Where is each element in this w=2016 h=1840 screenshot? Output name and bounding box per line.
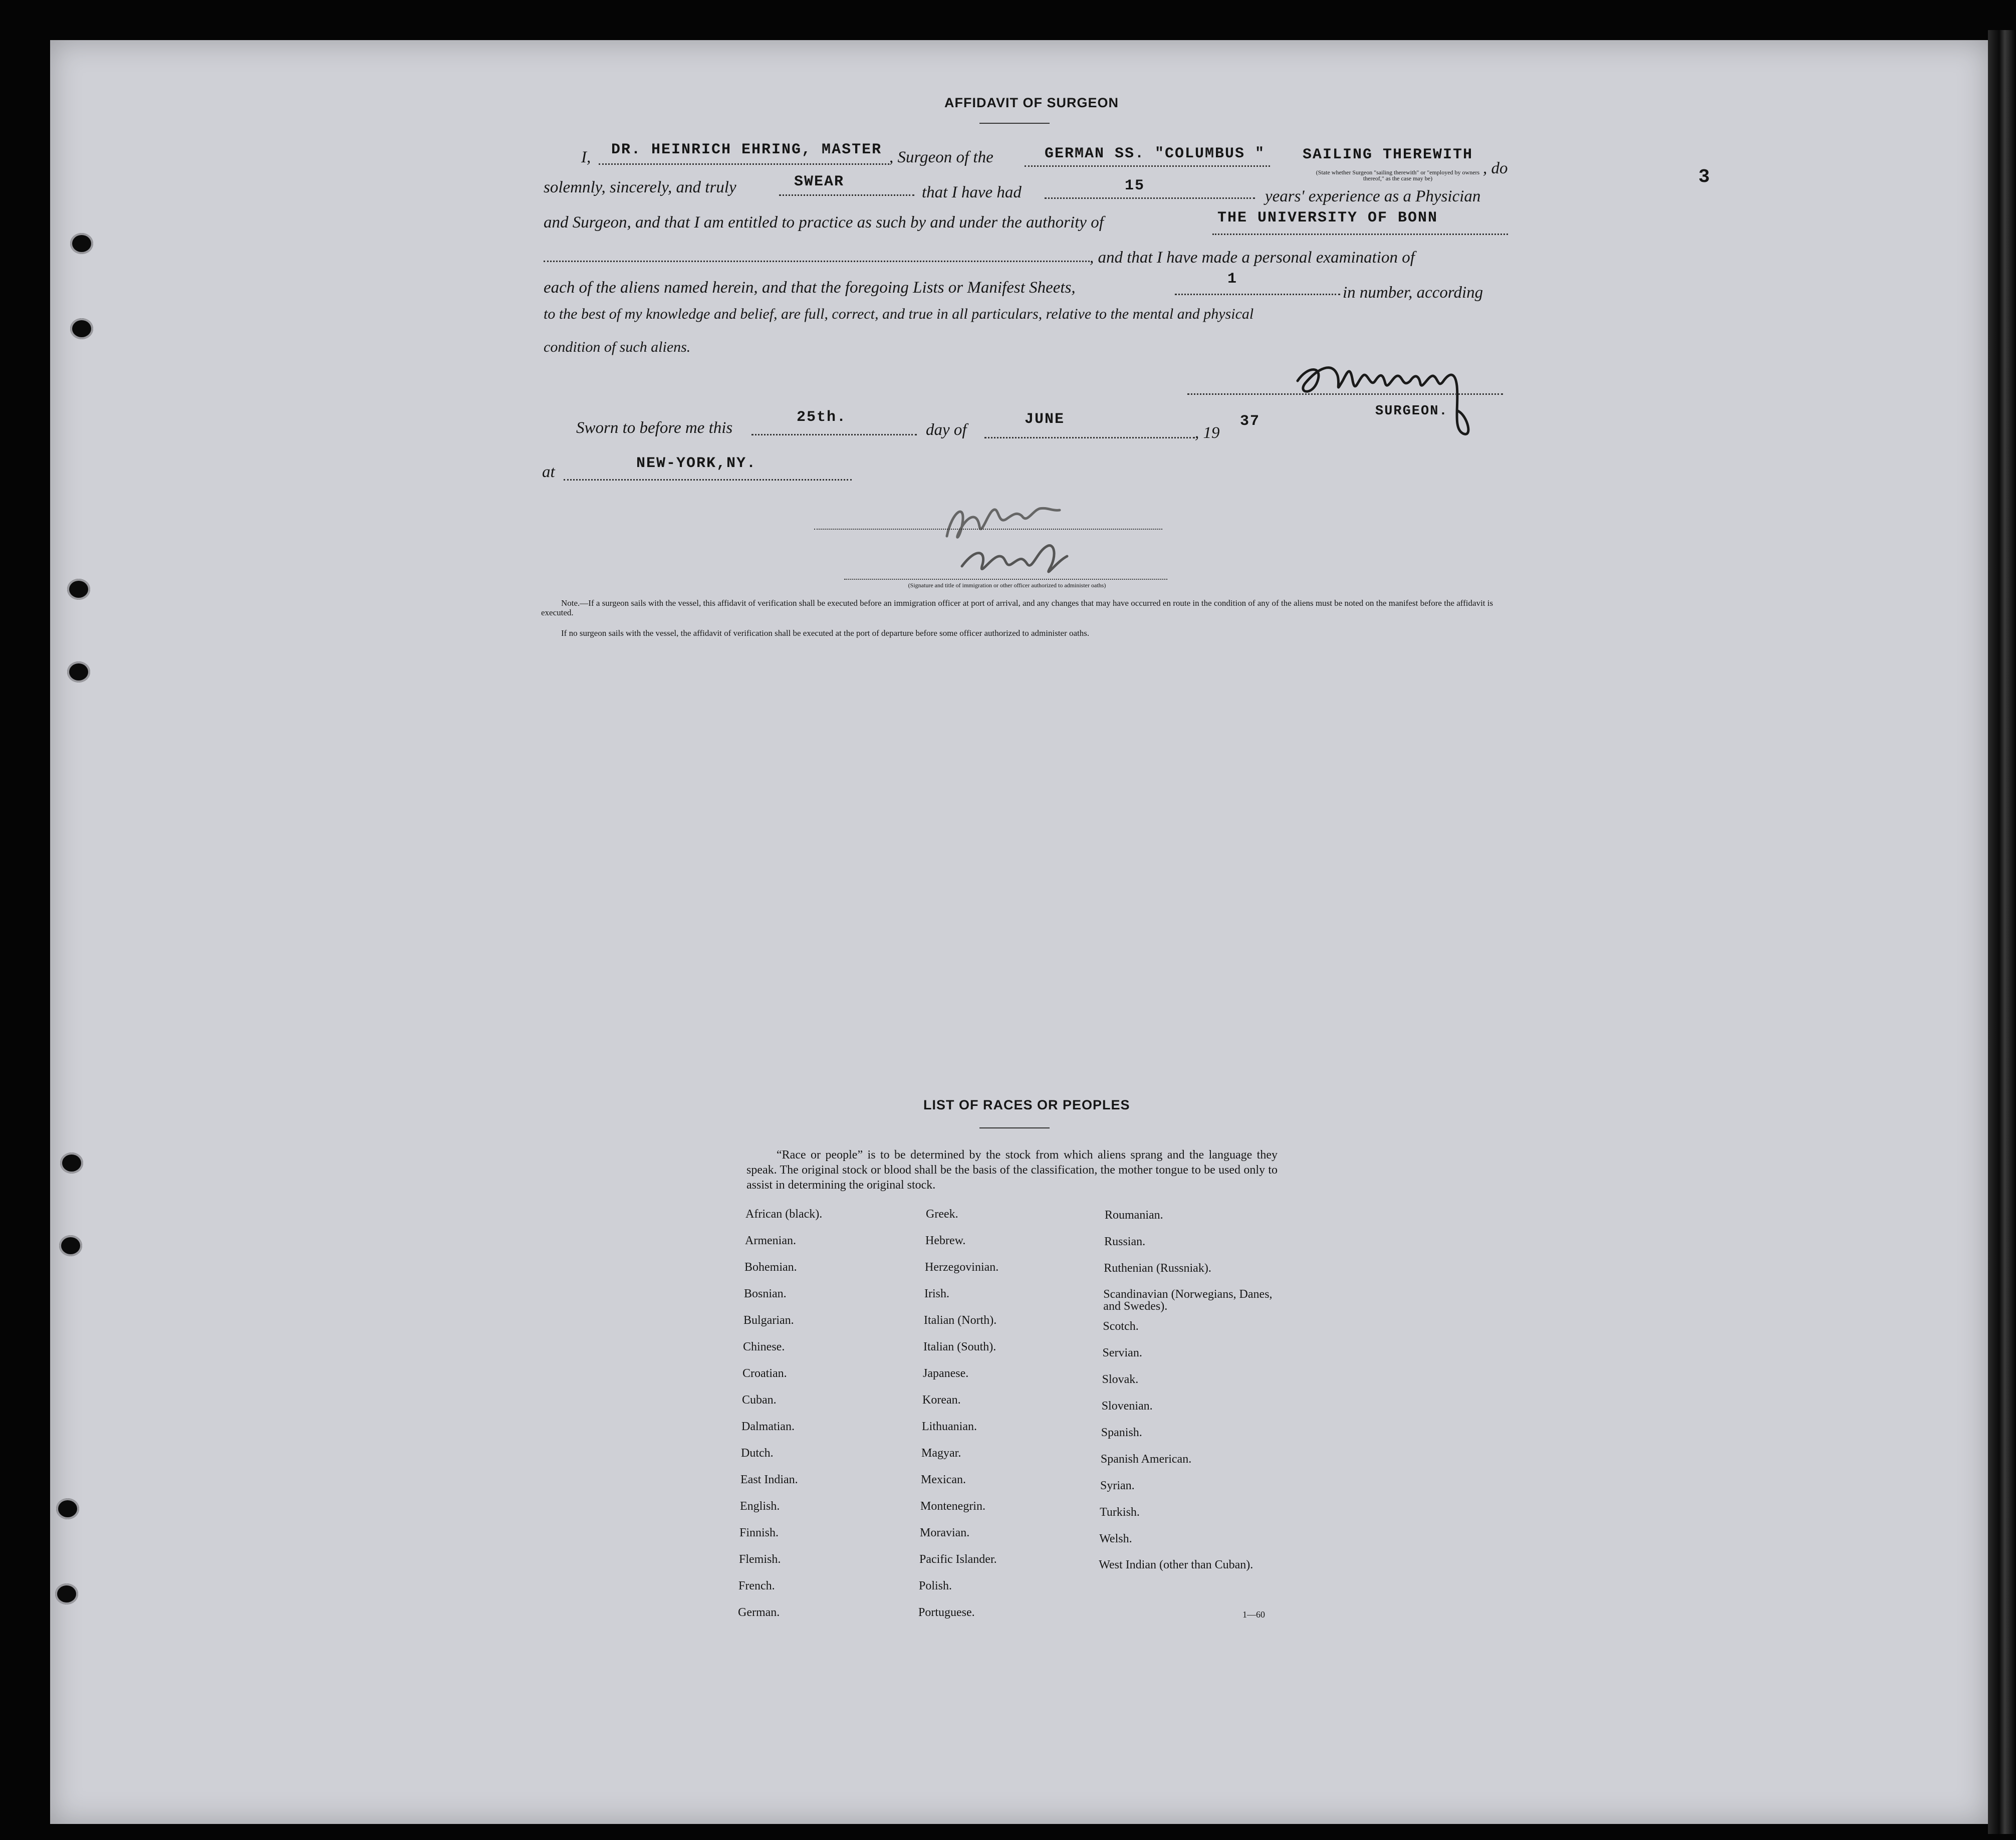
- races-intro: “Race or people” is to be determined by the stock from which aliens sprang and the language they speak. The original stock or blood shall be the basis of the classification, the mother tongue to be used only to assist in determining the original stock.: [746, 1148, 1278, 1192]
- surgeon-label: SURGEON.: [1375, 404, 1448, 419]
- race-item: African (black).: [745, 1208, 823, 1221]
- years-experience: 15: [1125, 177, 1145, 194]
- race-item: Croatian.: [742, 1367, 787, 1380]
- race-item: Spanish American.: [1100, 1453, 1192, 1466]
- race-item: Italian (North).: [924, 1314, 997, 1327]
- race-item: German.: [738, 1606, 780, 1619]
- race-item: Greek.: [926, 1208, 958, 1221]
- binder-hole: [70, 318, 93, 339]
- surgeon-status: SAILING THEREWITH: [1303, 146, 1473, 163]
- race-item: Slovenian.: [1101, 1400, 1153, 1413]
- binder-hole: [67, 579, 90, 600]
- binder-hole: [55, 1583, 78, 1604]
- page-edge: [1988, 30, 2016, 1834]
- officer-signature: [937, 481, 1157, 594]
- status-note: (State whether Surgeon "sailing therewith" or "employed by owners thereof," as the case may be): [1316, 169, 1480, 182]
- race-item: Korean.: [922, 1394, 961, 1407]
- races-title: LIST OF RACES OR PEOPLES: [923, 1097, 1130, 1112]
- race-item: Finnish.: [739, 1526, 779, 1539]
- title-rule: [979, 1127, 1050, 1128]
- text-surgeon-of: , Surgeon of the: [889, 148, 993, 166]
- race-item: Dalmatian.: [741, 1420, 795, 1433]
- rule: [1175, 294, 1340, 295]
- race-item: Moravian.: [920, 1526, 970, 1539]
- officer-caption: (Signature and title of immigration or other officer authorized to administer oaths): [908, 582, 1106, 589]
- race-item: Herzegovinian.: [925, 1261, 999, 1274]
- race-item: Bosnian.: [744, 1287, 787, 1300]
- surgeon-name: DR. HEINRICH EHRING, MASTER: [611, 141, 882, 158]
- sworn-day: 25th.: [797, 409, 847, 426]
- rule: [599, 163, 889, 165]
- rule: [779, 194, 914, 196]
- race-item: Magyar.: [921, 1447, 961, 1460]
- note-2: If no surgeon sails with the vessel, the affidavit of verification shall be executed at the port of departure before some officer authorized to administer oaths.: [561, 628, 1090, 638]
- binder-hole: [60, 1153, 83, 1174]
- text-day-of: day of: [926, 421, 967, 439]
- race-item: Slovak.: [1102, 1373, 1139, 1386]
- text-years-experience: years' experience as a Physician: [1265, 187, 1481, 205]
- race-item: Turkish.: [1100, 1506, 1140, 1519]
- text-sworn: Sworn to before me this: [576, 419, 733, 437]
- text-i: I,: [581, 148, 591, 166]
- race-item: Polish.: [919, 1579, 952, 1592]
- rule: [1212, 234, 1508, 235]
- race-item: Portuguese.: [918, 1606, 975, 1619]
- sworn-year: 37: [1240, 413, 1261, 430]
- text-each-of: each of the aliens named herein, and that the foregoing Lists or Manifest Sheets,: [544, 279, 1076, 297]
- race-item: Bohemian.: [744, 1261, 797, 1274]
- race-item: Pacific Islander.: [919, 1553, 997, 1566]
- race-item: Mexican.: [921, 1473, 966, 1486]
- text-condition: condition of such aliens.: [544, 339, 691, 355]
- race-item: Syrian.: [1100, 1479, 1135, 1492]
- race-item: Servian.: [1102, 1346, 1142, 1359]
- rule: [984, 437, 1195, 438]
- licensing-authority: THE UNIVERSITY OF BONN: [1217, 209, 1438, 226]
- race-item: Chinese.: [743, 1340, 785, 1353]
- race-item: East Indian.: [740, 1473, 798, 1486]
- text-that-i-have-had: that I have had: [922, 183, 1022, 201]
- vessel-name: GERMAN SS. "COLUMBUS ": [1045, 145, 1266, 162]
- race-item: Scotch.: [1103, 1320, 1139, 1333]
- binder-hole: [70, 233, 93, 254]
- affidavit-title: AFFIDAVIT OF SURGEON: [944, 95, 1119, 110]
- race-item: Scandinavian (Norwegians, Danes, and Swedes).: [1103, 1288, 1273, 1313]
- manifest-sheets-count: 1: [1227, 271, 1238, 288]
- note-1: Note.—If a surgeon sails with the vessel, this affidavit of verification shall be executed before an immigration officer at port of arrival, and any changes that may have occurred en route in the condition of any of the aliens must be noted on the manifest before the affidavit is executed.: [541, 598, 1493, 617]
- sworn-month: JUNE: [1025, 411, 1065, 428]
- binder-hole: [56, 1498, 79, 1519]
- text-at: at: [542, 463, 555, 481]
- race-item: Cuban.: [742, 1394, 777, 1407]
- race-item: Armenian.: [745, 1234, 796, 1247]
- race-item: Lithuanian.: [922, 1420, 977, 1433]
- page-number: 3: [1698, 166, 1711, 188]
- race-item: Spanish.: [1101, 1426, 1142, 1439]
- oath-type: SWEAR: [794, 173, 845, 190]
- text-to-the-best: to the best of my knowledge and belief, are full, correct, and true in all particulars, relative to the mental and physical: [544, 306, 1254, 322]
- rule: [1045, 197, 1255, 199]
- sworn-place: NEW-YORK,NY.: [636, 455, 757, 472]
- form-mark: 1—60: [1242, 1609, 1265, 1620]
- race-item: Russian.: [1104, 1235, 1146, 1248]
- race-item: Japanese.: [923, 1367, 969, 1380]
- rule: [1025, 165, 1270, 167]
- race-item: Ruthenian (Russniak).: [1104, 1262, 1211, 1275]
- binder-hole: [67, 661, 90, 682]
- race-item: West Indian (other than Cuban).: [1099, 1558, 1253, 1571]
- race-item: Roumanian.: [1105, 1209, 1163, 1222]
- rule: [564, 479, 852, 481]
- race-item: Hebrew.: [925, 1234, 966, 1247]
- rule: [844, 579, 1167, 580]
- race-item: Irish.: [924, 1287, 949, 1300]
- rule: [751, 434, 917, 435]
- text-solemnly: solemnly, sincerely, and truly: [544, 178, 736, 196]
- rule: [544, 261, 1090, 262]
- race-item: Flemish.: [739, 1553, 781, 1566]
- title-rule: [979, 123, 1050, 124]
- race-item: French.: [738, 1579, 775, 1592]
- race-item: Montenegrin.: [920, 1500, 985, 1513]
- race-item: English.: [740, 1500, 780, 1513]
- rule: [1187, 393, 1503, 395]
- text-19: , 19: [1195, 424, 1220, 442]
- text-personal-exam: , and that I have made a personal examination of: [1090, 249, 1415, 267]
- text-in-number: in number, according: [1343, 284, 1483, 302]
- race-item: Bulgarian.: [743, 1314, 794, 1327]
- text-and-surgeon: and Surgeon, and that I am entitled to practice as such by and under the authority of: [544, 213, 1104, 232]
- race-item: Dutch.: [741, 1447, 774, 1460]
- binder-hole: [59, 1235, 82, 1256]
- race-item: Italian (South).: [923, 1340, 996, 1353]
- race-item: Welsh.: [1099, 1532, 1132, 1545]
- text-do: , do: [1483, 159, 1508, 177]
- rule: [814, 529, 1162, 530]
